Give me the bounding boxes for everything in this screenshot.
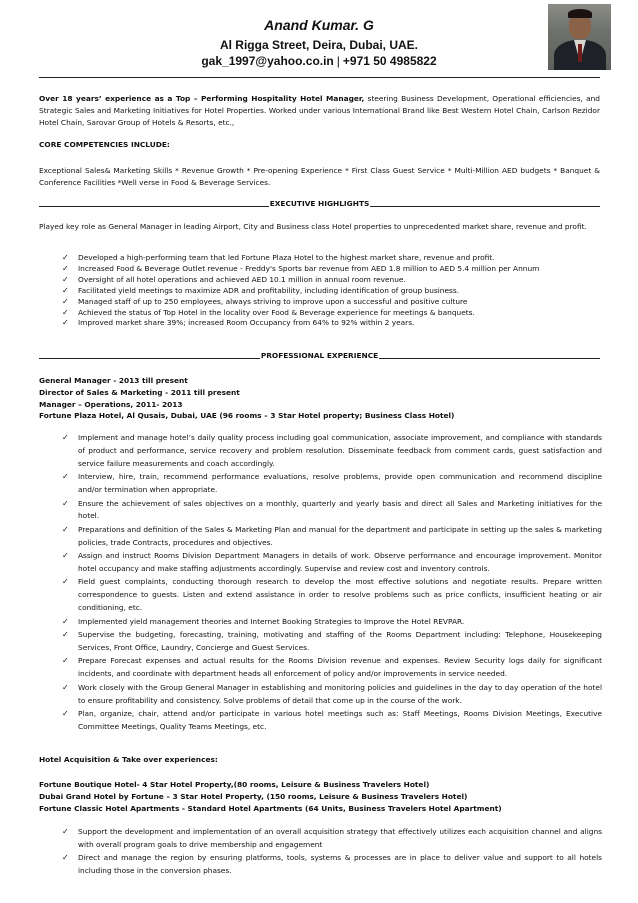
list-item: ✓ Plan, organize, chair, attend and/or participate in various hotel meetings such as: Staff Meetings, Rooms Division Meetings, Executive Committee Meetings, Quality Teams Meetings, etc. [62, 709, 602, 731]
acquisition-hotels [39, 779, 600, 814]
acquisition-list [62, 826, 602, 878]
company-line: Fortune Plaza Hotel, Al Qusais, Dubai, UAE (96 rooms – 3 Star Hotel property; Business Class Hotel) [39, 411, 455, 421]
core-competencies-text: Exceptional Sales& Marketing Skills * Revenue Growth * Pre-opening Experience * First Class Guest Service * Multi-Million AED budgets * Banquet & Conference Facilities *Well verse in Food & Beverage Services. [39, 166, 600, 187]
list-item: ✓ Oversight of all hotel operations and achieved AED 10.1 million in annual room revenue. [62, 274, 406, 284]
list-item: ✓ Work closely with the Group General Manager in establishing and monitoring policies and guidelines in the day to day operation of the hotel to ensure profitability and consistency. Solve problems of detail that come up in the course of the work. [62, 682, 602, 705]
acquisition-heading: Hotel Acquisition & Take over experiences: [39, 755, 218, 764]
email-link[interactable]: gak_1997@yahoo.co.in [201, 54, 334, 68]
role-line: Manager – Operations, 2011- 2013 [39, 399, 183, 409]
role-line: Director of Sales & Marketing - 2011 till present [39, 387, 240, 397]
checkmark-icon: ✓ [62, 318, 69, 328]
contact-separator: | [336, 54, 340, 68]
highlights-list [62, 253, 602, 329]
summary-rest: steering Business Development, Operational efficiencies, and Strategic Sales and Marketing Initiatives for Hotel Properties. Worked under various International Brand like Best Western Hotel Chain, Carlson Rezidor Hotel Chain, Sarovar Group of Hotels & Resorts, etc., [39, 94, 600, 127]
list-item: ✓ Ensure the achievement of sales objectives on a monthly, quarterly and yearly basis and direct all Sales and Marketing initiatives for the hotel. [62, 498, 602, 521]
checkmark-icon: ✓ [62, 709, 69, 719]
checkmark-icon: ✓ [62, 285, 69, 295]
address-line: Al Rigga Street, Deira, Dubai, UAE. [219, 38, 419, 52]
role-list [39, 375, 600, 422]
list-item: ✓ Implement and manage hotel’s daily quality process including goal communication, associate improvement, and compliance with standards of product and performance, service recovery and problem resolution. Disseminate feedback from comment cards, guest satisfaction and service failure measurements and coach accordingly. [62, 433, 602, 468]
checkmark-icon: ✓ [62, 616, 69, 626]
checkmark-icon: ✓ [62, 263, 69, 273]
checkmark-icon: ✓ [62, 433, 69, 442]
checkmark-icon: ✓ [62, 253, 69, 262]
checkmark-icon: ✓ [62, 498, 69, 508]
list-item: ✓ Increased Food & Beverage Outlet revenue - Freddy's Sports bar revenue from AED 1.8 million to AED 5.4 million per Annum [62, 263, 540, 273]
list-item: ✓ Improved market share 39%; increased Room Occupancy from 64% to 92% within 2 years. [62, 318, 415, 328]
role-line: General Manager - 2013 till present [39, 376, 188, 385]
summary-paragraph [39, 93, 600, 128]
list-item: ✓ Managed staff of up to 250 employees, always striving to improve upon a successful and positive culture [62, 296, 468, 306]
list-item: ✓ Direct and manage the region by ensuring platforms, tools, systems & processes are in place to deliver value and support to all hotels including those in the conversion phases. [62, 853, 602, 876]
checkmark-icon: ✓ [62, 472, 69, 482]
person-portrait-photo [548, 4, 611, 70]
header-divider [39, 77, 600, 78]
checkmark-icon: ✓ [62, 551, 69, 561]
list-item: ✓ Preparations and definition of the Sales & Marketing Plan and manual for the department and participate in setting up the sales & marketing policies, trade Contracts, procedures and objectives. [62, 524, 602, 547]
experience-duties-list [62, 432, 602, 734]
checkmark-icon: ✓ [62, 853, 69, 863]
checkmark-icon: ✓ [62, 524, 69, 534]
list-item: ✓ Field guest complaints, conducting thorough research to develop the most effective solutions and negotiate results. Prepare written correspondence to guests. Listen and extend assistance in order to resolve problems such as price conflicts, insufficient heating or air conditioning, etc. [62, 577, 602, 613]
checkmark-icon: ✓ [62, 682, 69, 692]
hotel-line: Fortune Boutique Hotel- 4 Star Hotel Property,(80 rooms, Leisure & Business Travelers Hotel) [39, 780, 430, 789]
checkmark-icon: ✓ [62, 656, 69, 666]
checkmark-icon: ✓ [62, 307, 69, 317]
checkmark-icon: ✓ [62, 296, 69, 306]
list-item: ✓ Assign and instruct Rooms Division Department Managers in details of work. Observe performance and encourage improvement. Monitor hotel occupancy and make staffing adjustments accordingly. Supervise and review cost and inventory controls. [62, 551, 602, 574]
contact-line [0, 54, 638, 68]
list-item: ✓ Interview, hire, train, recommend performance evaluations, resolve problems, provide open communication and recommend discipline and/or termination when appropriate. [62, 472, 602, 495]
core-competencies-heading: CORE COMPETENCIES INCLUDE: [39, 140, 170, 149]
professional-experience-heading [39, 349, 600, 361]
checkmark-icon: ✓ [62, 630, 69, 640]
checkmark-icon: ✓ [62, 274, 69, 284]
section-label: PROFESSIONAL EXPERIENCE [260, 350, 379, 360]
list-item: ✓ Support the development and implementation of an overall acquisition strategy that effectively utilizes each acquisition channel and aligns with overall program goals to drive membership and engagement [62, 827, 602, 849]
highlights-intro: Played key role as General Manager in leading Airport, City and Business class Hotel properties to unprecedented market share, revenue and profit. [39, 222, 587, 231]
phone-number: +971 50 4985822 [342, 54, 437, 68]
candidate-name: Anand Kumar. G [264, 17, 374, 33]
summary-lead: Over 18 years’ experience as a Top – Performing Hospitality Hotel Manager, [39, 94, 365, 103]
hotel-line: Fortune Classic Hotel Apartments - Standard Hotel Apartments (64 Units, Business Travelers Hotel Apartment) [39, 803, 502, 813]
hotel-line: Dubai Grand Hotel by Fortune – 3 Star Hotel Property, (150 rooms, Leisure & Business Travelers Hotel) [39, 791, 468, 801]
list-item: ✓ Developed a high-performing team that led Fortune Plaza Hotel to the highest market share, revenue and profit. [62, 253, 495, 262]
list-item: ✓ Facilitated yield meetings to maximize ADR and profitability, including identification of group business. [62, 285, 460, 295]
list-item: ✓ Supervise the budgeting, forecasting, training, motivating and staffing of the Rooms Department including: Telephone, Housekeeping Services, Front Office, Laundry, Concierge and Guest Services. [62, 630, 602, 652]
executive-highlights-heading [39, 197, 600, 209]
checkmark-icon: ✓ [62, 577, 69, 587]
section-label: EXECUTIVE HIGHLIGHTS [269, 198, 370, 208]
list-item: ✓ Prepare Forecast expenses and actual results for the Rooms Division revenue and expenses. Review Security logs daily for significant incidents, and coordinate with department heads all enforcement of policy and/or improvements in service needed. [62, 656, 602, 679]
list-item: ✓ Implemented yield management theories and Internet Booking Strategies to Improve the Hotel REVPAR. [62, 616, 602, 629]
checkmark-icon: ✓ [62, 827, 69, 836]
list-item: ✓ Achieved the status of Top Hotel in the locality over Food & Beverage experience for meetings & banquets. [62, 307, 475, 317]
